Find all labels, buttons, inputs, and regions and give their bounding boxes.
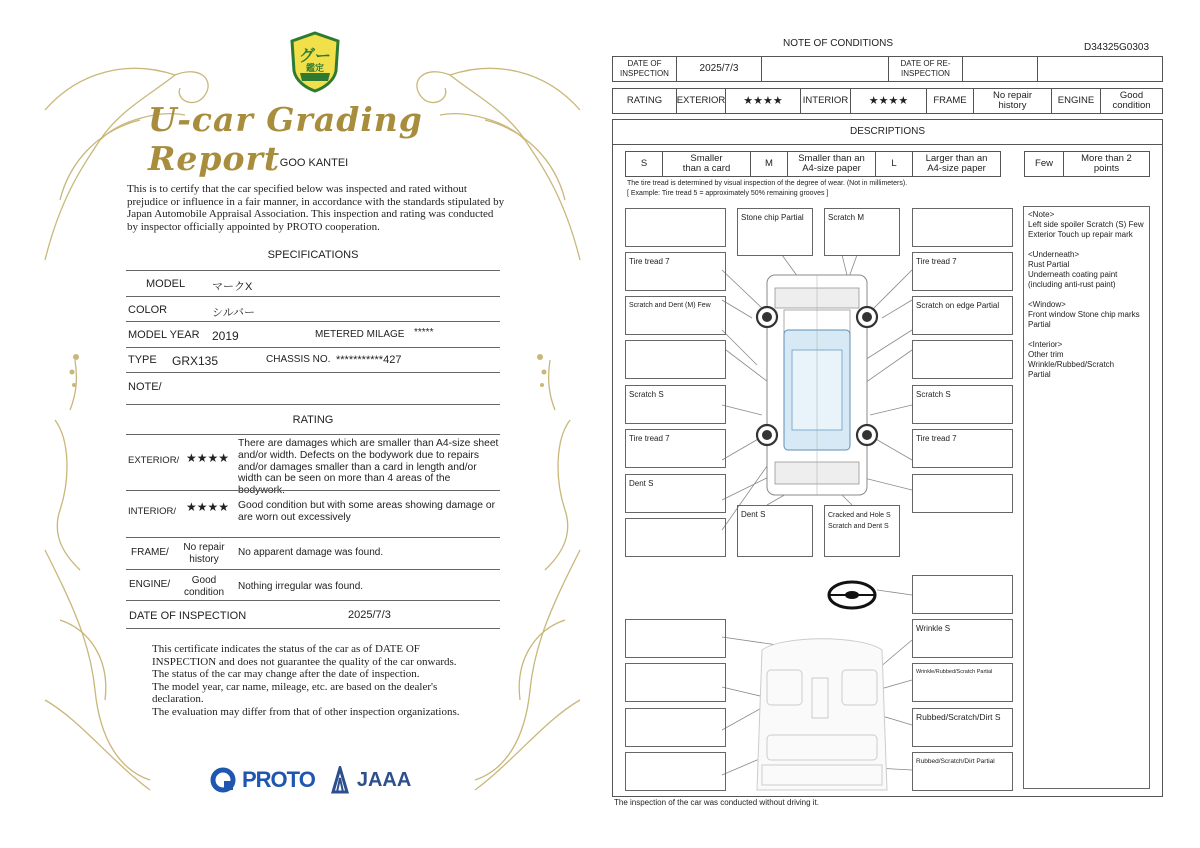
model-label: MODEL xyxy=(146,278,186,290)
divider xyxy=(126,347,500,348)
damage-box xyxy=(912,474,1013,513)
engine-label: ENGINE/ xyxy=(129,579,171,590)
interior-label: INTERIOR/ xyxy=(128,506,177,517)
damage-box: Wrinkle/Rubbed/Scratch Partial xyxy=(912,663,1013,702)
note-label: NOTE/ xyxy=(128,381,162,393)
damage-box xyxy=(625,752,726,791)
form-title: NOTE OF CONDITIONS xyxy=(783,38,893,49)
divider xyxy=(126,569,500,570)
exterior-stars: ★★★★ xyxy=(725,88,801,114)
damage-box xyxy=(625,208,726,247)
legend-l-desc: Larger than an A4-size paper xyxy=(912,151,1001,177)
damage-box: Scratch M xyxy=(824,208,900,256)
divider xyxy=(126,490,500,491)
damage-box: Wrinkle S xyxy=(912,619,1013,658)
damage-box xyxy=(912,340,1013,379)
proto-logo-icon xyxy=(210,767,236,793)
inspection-footer-note: The inspection of the car was conducted without driving it. xyxy=(614,798,819,807)
certificate-footer xyxy=(152,643,482,719)
legend-m-desc: Smaller than an A4-size paper xyxy=(787,151,876,177)
damage-box xyxy=(625,663,726,702)
engine-value: Good condition xyxy=(1100,88,1163,114)
descriptions-heading: DESCRIPTIONS xyxy=(612,119,1163,145)
reinspection-value-cell xyxy=(962,56,1038,82)
date-of-inspection-label: DATE OF INSPECTION xyxy=(612,56,677,82)
model-value: マークX xyxy=(212,281,253,293)
frame-label: FRAME xyxy=(926,88,974,114)
svg-text:グー: グー xyxy=(298,48,332,65)
damage-box xyxy=(625,340,726,379)
legend-few: Few xyxy=(1024,151,1064,177)
legend-few-desc: More than 2 points xyxy=(1063,151,1150,177)
rating-label: RATING xyxy=(612,88,677,114)
type-label: TYPE xyxy=(128,354,157,366)
rating-heading: RATING xyxy=(292,414,334,426)
date-of-inspection-label: DATE OF INSPECTION xyxy=(129,610,247,622)
damage-box: Scratch and Dent (M) Few xyxy=(625,296,726,335)
footer-line: INSPECTION and does not guarantee the quality of the car onwards. xyxy=(152,655,457,668)
date-of-inspection-value: 2025/7/3 xyxy=(348,609,391,621)
footer-line: The model year, car name, mileage, etc. are based on the dealer's xyxy=(152,680,438,693)
divider xyxy=(126,321,500,322)
damage-box: Rubbed/Scratch/Dirt S xyxy=(912,708,1013,747)
damage-box: Tire tread 7 xyxy=(912,252,1013,291)
footer-line: The evaluation may differ from that of other inspection organizations. xyxy=(152,705,460,718)
specifications-heading: SPECIFICATIONS xyxy=(267,249,359,261)
damage-box: Dent S xyxy=(625,474,726,513)
divider xyxy=(126,404,500,405)
divider xyxy=(126,537,500,538)
footer-line: declaration. xyxy=(152,693,204,706)
interior-description: Good condition but with some areas showing damage or are worn out excessively xyxy=(238,500,495,523)
engine-value: Good condition xyxy=(183,575,225,598)
damage-box: Stone chip Partial xyxy=(737,208,813,256)
steering-wheel-icon xyxy=(829,582,875,608)
chassis-label: CHASSIS NO. xyxy=(266,354,331,365)
exterior-stars: ★★★★ xyxy=(186,451,230,465)
metered-mileage-label: METERED MILAGE xyxy=(315,329,405,340)
damage-box xyxy=(625,619,726,658)
interior-stars: ★★★★ xyxy=(850,88,927,114)
legend-s: S xyxy=(625,151,663,177)
color-label: COLOR xyxy=(128,304,168,316)
certification-text: This is to certify that the car specified below was inspected and rated without prejudice or influence in a fair manner, in accordance with the standards stipulated by Japan Automobile Appraisal Association. This inspection and rating was conducted by inspector officially appointed by PROTO cooperation. xyxy=(127,183,505,234)
type-value: GRX135 xyxy=(172,354,219,368)
tire-note: The tire tread is determined by visual inspection of the degree of wear. (Not in millimeters). xyxy=(627,180,908,187)
damage-label: Cracked and Hole S xyxy=(828,512,891,519)
divider xyxy=(126,270,500,271)
exterior-description: There are damages which are smaller than A4-size sheet and/or width. Defects on the bodywork due to repairs and/or damages smaller than a card in length and/or width can be seen on more than 4 areas of the bodywork. xyxy=(238,438,499,497)
damage-box: Tire tread 7 xyxy=(625,252,726,291)
engine-label: ENGINE xyxy=(1051,88,1101,114)
footer-line: This certificate indicates the status of the car as of DATE OF xyxy=(152,643,420,655)
notes-text: <Note> Left side spoiler Scratch (S) Few Exterior Touch up repair mark <Underneath> Rust Partial Underneath coating paint (including anti-rust paint) <Window> Front window Stone chip marks Partial <Interior> Other trim Wrinkle/Rubbed/Scratch Partial xyxy=(1028,210,1144,379)
car-top-view xyxy=(767,275,867,495)
damage-box xyxy=(824,505,900,557)
damage-box: Dent S xyxy=(737,505,813,557)
damage-box: Scratch on edge Partial xyxy=(912,296,1013,335)
damage-box xyxy=(912,575,1013,614)
metered-mileage-value: ***** xyxy=(414,327,434,338)
frame-value: No repair history xyxy=(973,88,1052,114)
divider xyxy=(126,372,500,373)
document-id: D34325G0303 xyxy=(1084,42,1150,53)
damage-label: Scratch and Dent S xyxy=(828,523,889,530)
model-year-label: MODEL YEAR xyxy=(128,329,200,341)
divider xyxy=(126,600,500,601)
chassis-value: ***********427 xyxy=(336,354,402,366)
divider xyxy=(126,628,500,629)
damage-box xyxy=(625,518,726,557)
color-value: シルバー xyxy=(212,307,255,319)
interior-diagram xyxy=(757,639,887,790)
legend-l: L xyxy=(875,151,913,177)
interior-stars: ★★★★ xyxy=(186,500,230,514)
frame-label: FRAME/ xyxy=(131,547,169,558)
logos xyxy=(210,766,411,794)
damage-box xyxy=(912,208,1013,247)
proto-logo-text: PROTO xyxy=(242,767,315,792)
damage-box: Scratch S xyxy=(912,385,1013,424)
frame-value: No repair history xyxy=(183,542,225,565)
report-title: U-car Grading Report xyxy=(148,100,423,178)
jaaa-logo-icon xyxy=(329,766,351,794)
empty-cell xyxy=(761,56,889,82)
goo-kantei-badge-icon xyxy=(288,31,342,93)
brand-name: GOO KANTEI xyxy=(279,157,349,169)
footer-line: The status of the car may change after the date of inspection. xyxy=(152,668,420,681)
damage-box: Tire tread 7 xyxy=(625,429,726,468)
date-of-reinspection-label: DATE OF RE-INSPECTION xyxy=(888,56,963,82)
date-of-inspection-value: 2025/7/3 xyxy=(676,56,762,82)
jaaa-logo-text: JAAA xyxy=(356,768,412,791)
divider xyxy=(126,296,500,297)
divider xyxy=(126,434,500,435)
svg-text:鑑定: 鑑定 xyxy=(305,63,325,73)
damage-box: Scratch S xyxy=(625,385,726,424)
exterior-label: EXTERIOR/ xyxy=(128,455,180,466)
model-year-value: 2019 xyxy=(212,329,239,343)
exterior-label: EXTERIOR xyxy=(676,88,726,114)
damage-box xyxy=(625,708,726,747)
interior-label: INTERIOR xyxy=(800,88,851,114)
damage-box: Tire tread 7 xyxy=(912,429,1013,468)
damage-box: Rubbed/Scratch/Dirt Partial xyxy=(912,752,1013,791)
tire-example: [ Example: Tire tread 5 = approximately 50% remaining grooves ] xyxy=(627,190,829,197)
engine-description: Nothing irregular was found. xyxy=(238,581,364,592)
legend-m: M xyxy=(750,151,788,177)
frame-description: No apparent damage was found. xyxy=(238,547,384,558)
legend-s-desc: Smaller than a card xyxy=(662,151,751,177)
empty-cell xyxy=(1037,56,1163,82)
